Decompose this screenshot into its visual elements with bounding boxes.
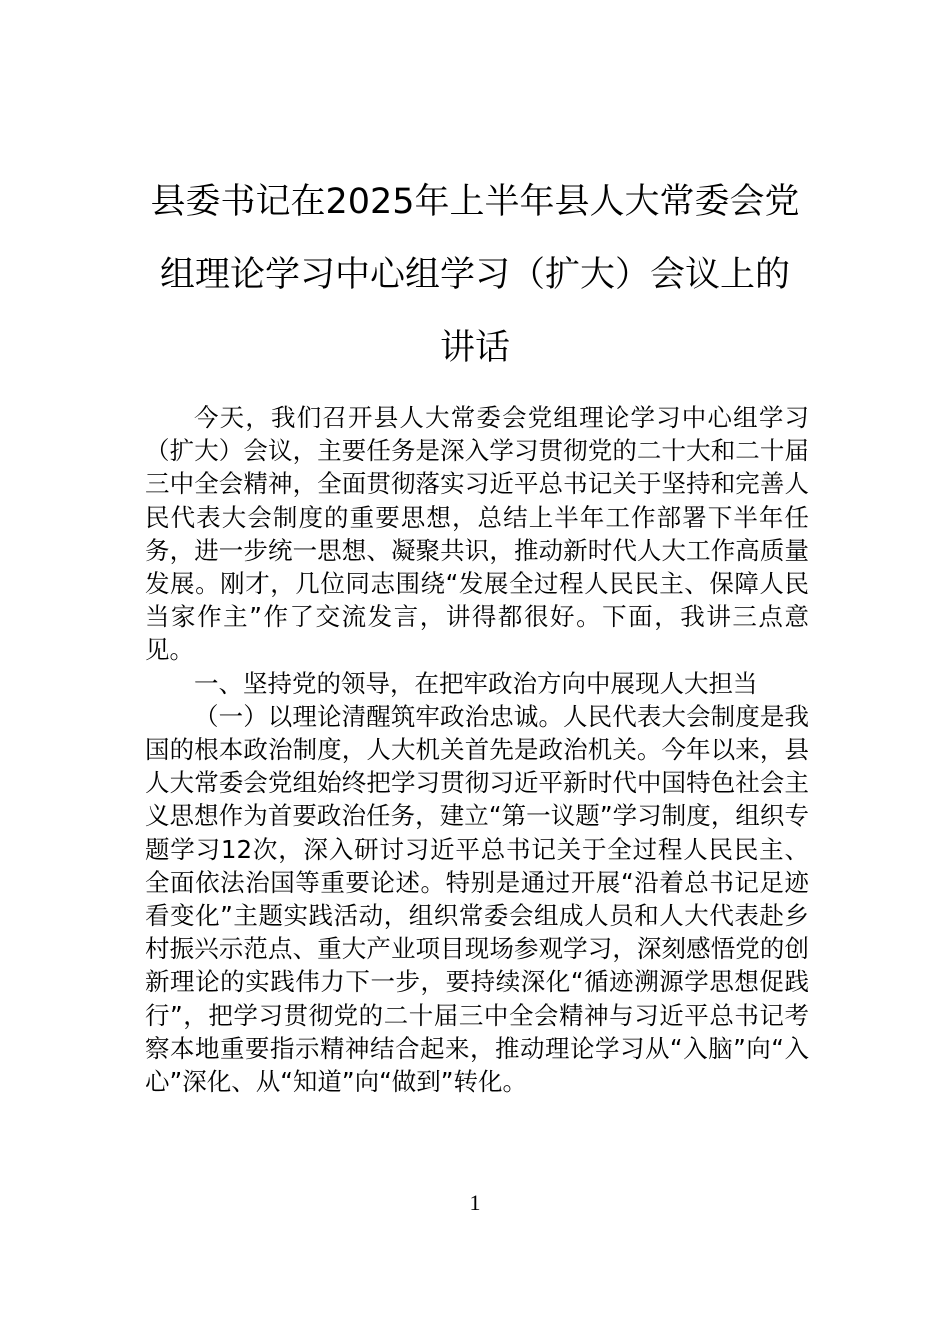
title-line-1: 县委书记在2025年上半年县人大常委会党: [150, 182, 800, 222]
title-line-2: 组理论学习中心组学习（扩大）会议上的: [159, 255, 790, 295]
title-line-3: 讲话: [439, 328, 510, 368]
section-heading-1: 一、坚持党的领导，在把牢政治方向中展现人大担当: [194, 668, 758, 698]
document-body: [145, 401, 809, 1098]
intro-paragraph: 今天，我们召开县人大常委会党组理论学习中心组学习（扩大）会议，主要任务是深入学习贯彻党的二十大和二十届三中全会精神，全面贯彻落实习近平总书记关于坚持和完善人民代表大会制度的重要思想，总结上半年工作部署下半年任务，进一步统一思想、凝聚共识，推动新时代人大工作高质量发展。刚才，几位同志围绕“发展全过程人民民主、保障人民当家作主”作了交流发言，讲得都很好。下面，我讲三点意见。: [145, 403, 809, 665]
document-title: [130, 166, 820, 385]
page-number: 1: [469, 1190, 481, 1215]
subsection-paragraph-1: （一）以理论清醒筑牢政治忠诚。人民代表大会制度是我国的根本政治制度，人大机关首先是政治机关。今年以来，县人大常委会党组始终把学习贯彻习近平新时代中国特色社会主义思想作为首要政治任务，建立“第一议题”学习制度，组织专题学习12次，深入研讨习近平总书记关于全过程人民民主、全面依法治国等重要论述。特别是通过开展“沿着总书记足迹看变化”主题实践活动，组织常委会组成人员和人大代表赴乡村振兴示范点、重大产业项目现场参观学习，深刻感悟党的创新理论的实践伟力下一步，要持续深化“循迹溯源学思想促践行”，把学习贯彻党的二十届三中全会精神与习近平总书记考察本地重要指示精神结合起来，推动理论学习从“入脑”向“入心”深化、从“知道”向“做到”转化。: [145, 701, 809, 1097]
